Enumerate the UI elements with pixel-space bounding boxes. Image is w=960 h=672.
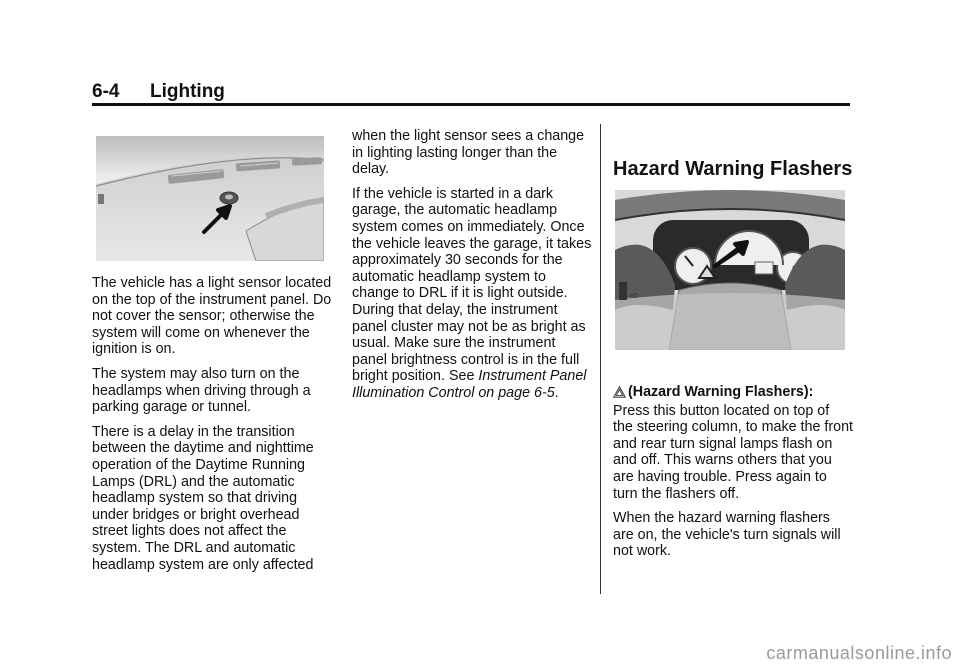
column-right	[613, 384, 853, 568]
column-divider	[600, 124, 601, 594]
paragraph	[352, 186, 592, 402]
light-sensor-photo	[96, 136, 324, 261]
page-header	[92, 80, 850, 106]
paragraph-text: Press this button located on top of the steering column, to make the front and rear turn signal lamps flash on and off. This warns others that you are having trouble. Press again to turn the flashers off.	[613, 402, 853, 502]
paragraph: when the light sensor sees a change in lighting lasting longer than the delay.	[352, 128, 585, 178]
paragraph: There is a delay in the transition between the daytime and nighttime operation of the Daytime Running Lamps (DRL) and the automatic headlamp system so that driving under bridges or bright overhead street lights does not affect the system. The DRL and automatic headlamp system are only affected	[92, 423, 314, 573]
svg-text:≡D: ≡D	[629, 293, 639, 300]
column-middle	[352, 128, 592, 410]
hazard-label: (Hazard Warning Flashers):	[628, 384, 814, 400]
paragraph: When the hazard warning flashers are on, the vehicle's turn signals will not work.	[613, 510, 841, 560]
hazard-triangle-icon	[613, 386, 626, 403]
page-number: 6-4	[92, 81, 120, 102]
paragraph: The vehicle has a light sensor located on the top of the instrument panel. Do not cover the sensor; otherwise the system will come on whenever the ignition is on.	[92, 275, 332, 358]
paragraph	[613, 384, 853, 502]
column-left	[92, 275, 332, 581]
section-title: Lighting	[150, 81, 225, 102]
paragraph-text: If the vehicle is started in a dark garage, the automatic headlamp system comes on immediately. Once the vehicle leaves the garage, it takes approximately 30 seconds for the automatic headlamp system to change to DRL if it is light outside. During that delay, the instrument panel cluster may not be as bright as usual. Make sure the instrument panel brightness control is in the full bright position. See	[352, 185, 592, 385]
watermark: carmanualsonline.info	[766, 643, 952, 663]
paragraph: The system may also turn on the headlamps when driving through a parking garage or tunnel.	[92, 365, 311, 416]
section-heading: Hazard Warning Flashers	[613, 158, 853, 180]
cross-reference-link[interactable]: Instrument Panel Illumination Control on page 6-5	[352, 368, 587, 401]
paragraph-end: .	[554, 384, 559, 401]
hazard-button-photo	[615, 190, 845, 350]
